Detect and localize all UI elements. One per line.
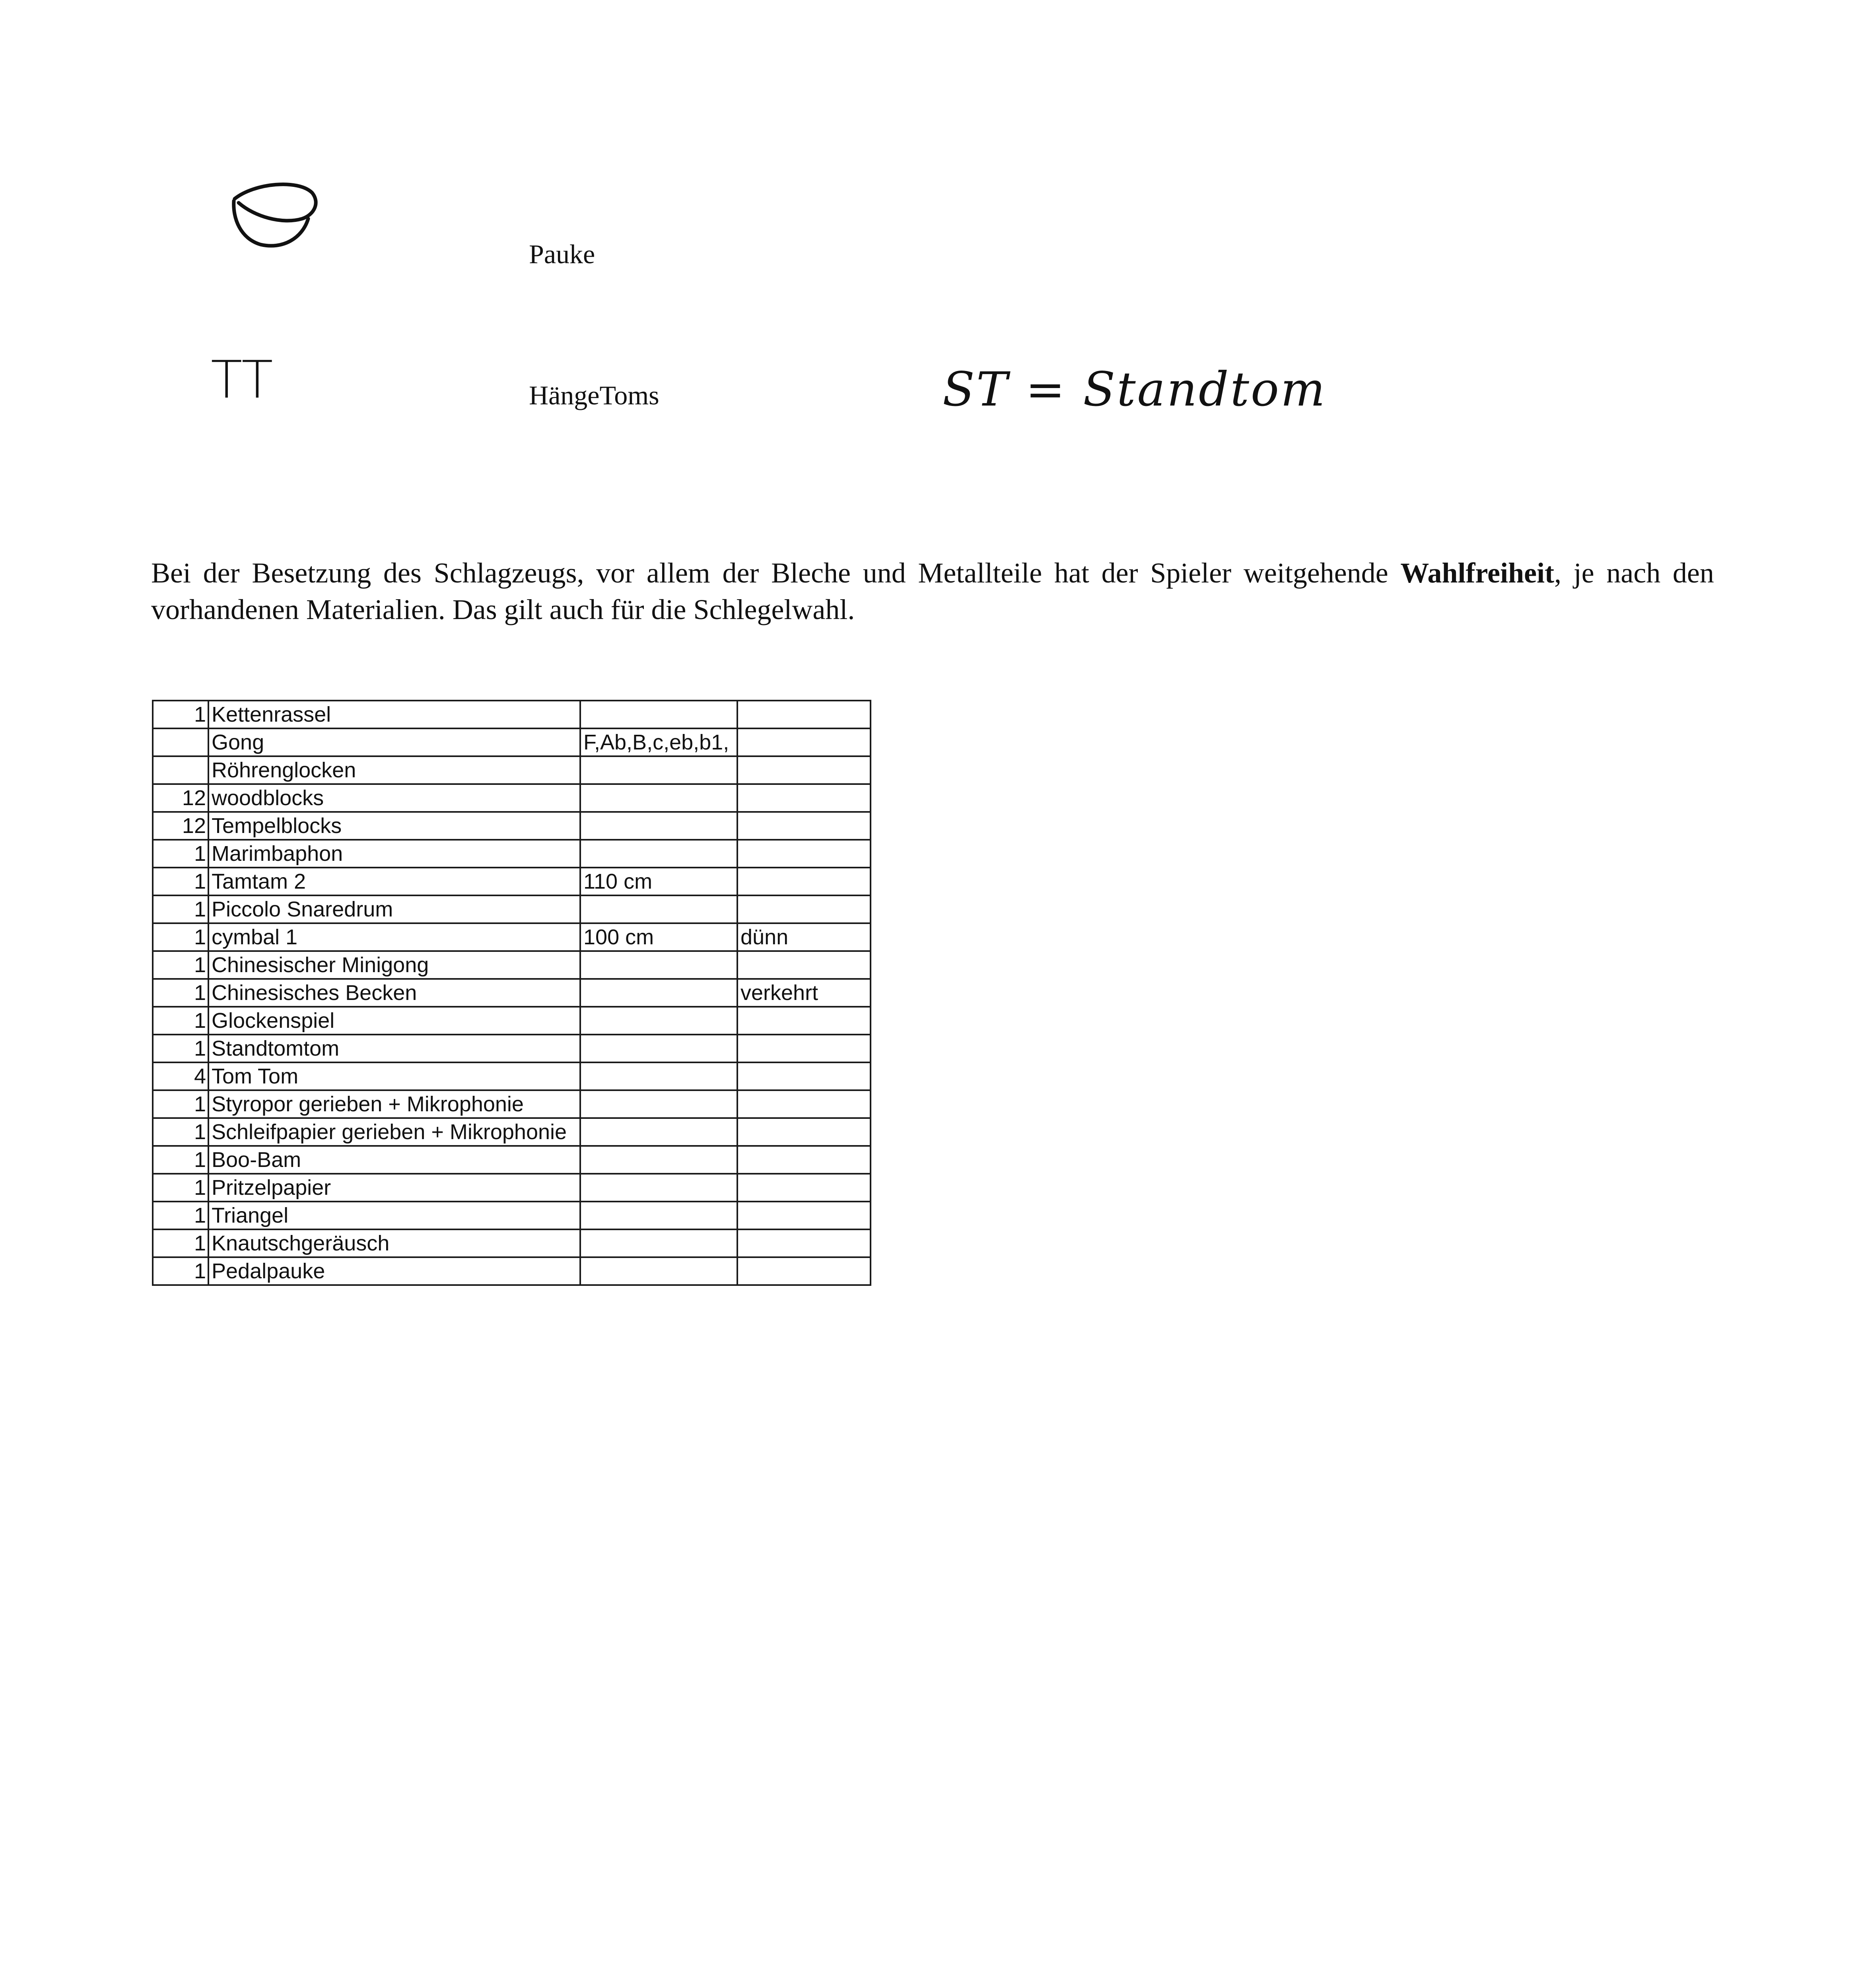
legend-label-haengetoms: HängeToms [529,380,659,410]
qty-cell: 1 [153,840,208,868]
note-cell [737,1118,871,1146]
spec-cell [580,1202,737,1229]
table-row [153,1062,871,1090]
qty-cell: 1 [153,1257,208,1285]
pauke-symbol-icon [223,175,326,254]
table-row [153,1007,871,1035]
note-cell [737,1090,871,1118]
name-cell: Chinesisches Becken [208,979,580,1007]
spec-cell [580,701,737,728]
note-cell [737,868,871,895]
qty-cell [153,728,208,756]
qty-cell: 1 [153,701,208,728]
note-cell [737,951,871,979]
spec-cell [580,979,737,1007]
paragraph-text-end: , je nach den vorhandenen Materialien. Das gilt auch für die Schlegelwahl. [151,557,1714,625]
table-row [153,1090,871,1118]
name-cell: Boo-Bam [208,1146,580,1174]
name-cell: cymbal 1 [208,923,580,951]
note-cell [737,1007,871,1035]
spec-cell [580,1174,737,1202]
qty-cell: 1 [153,1090,208,1118]
table-row [153,784,871,812]
table-row [153,868,871,895]
handwritten-note-standtom: ST = Standtom [943,362,1327,417]
name-cell: Knautschgeräusch [208,1229,580,1257]
spec-cell [580,812,737,840]
table-row [153,895,871,923]
spec-cell [580,756,737,784]
table-row [153,1229,871,1257]
paragraph-text-start: Bei der Besetzung des Schlagzeugs, vor allem der Bleche und Metallteile hat der Spieler weitgehende [151,557,1401,589]
note-cell [737,1035,871,1062]
spec-cell [580,1062,737,1090]
note-cell [737,701,871,728]
qty-cell: 12 [153,784,208,812]
name-cell: woodblocks [208,784,580,812]
spec-cell [580,1035,737,1062]
note-cell [737,1146,871,1174]
spec-cell: F,Ab,B,c,eb,b1, [580,728,737,756]
spec-cell [580,1118,737,1146]
note-cell [737,1174,871,1202]
table-row [153,1202,871,1229]
note-cell [737,1229,871,1257]
note-cell [737,784,871,812]
paragraph-bold-term: Wahlfreiheit [1400,557,1555,589]
note-cell [737,1202,871,1229]
instructions-paragraph [151,555,1714,628]
qty-cell: 1 [153,868,208,895]
table-row [153,1174,871,1202]
note-cell [737,895,871,923]
qty-cell: 1 [153,1146,208,1174]
instrument-table [152,700,871,1286]
table-row [153,701,871,728]
note-cell [737,840,871,868]
name-cell: Tamtam 2 [208,868,580,895]
spec-cell [580,784,737,812]
spec-cell [580,1146,737,1174]
legend-label-pauke: Pauke [529,239,595,269]
spec-cell [580,1007,737,1035]
table-row [153,1146,871,1174]
qty-cell: 1 [153,1202,208,1229]
name-cell: Chinesischer Minigong [208,951,580,979]
qty-cell: 1 [153,895,208,923]
note-cell [737,728,871,756]
table-row [153,1118,871,1146]
qty-cell: 1 [153,1229,208,1257]
name-cell: Gong [208,728,580,756]
name-cell: Glockenspiel [208,1007,580,1035]
qty-cell: 1 [153,1174,208,1202]
spec-cell: 100 cm [580,923,737,951]
name-cell: Tom Tom [208,1062,580,1090]
qty-cell: 1 [153,1118,208,1146]
name-cell: Kettenrassel [208,701,580,728]
spec-cell: 110 cm [580,868,737,895]
qty-cell [153,756,208,784]
name-cell: Triangel [208,1202,580,1229]
note-cell: dünn [737,923,871,951]
spec-cell [580,1229,737,1257]
qty-cell: 1 [153,1035,208,1062]
table-row [153,840,871,868]
name-cell: Tempelblocks [208,812,580,840]
name-cell: Marimbaphon [208,840,580,868]
note-cell [737,1257,871,1285]
spec-cell [580,951,737,979]
name-cell: Röhrenglocken [208,756,580,784]
note-cell [737,1062,871,1090]
spec-cell [580,895,737,923]
table-row [153,951,871,979]
name-cell: Schleifpapier gerieben + Mikrophonie [208,1118,580,1146]
note-cell [737,812,871,840]
table-row [153,1035,871,1062]
table-row [153,923,871,951]
qty-cell: 1 [153,923,208,951]
spec-cell [580,840,737,868]
table-row [153,812,871,840]
qty-cell: 1 [153,951,208,979]
table-row [153,979,871,1007]
qty-cell: 1 [153,979,208,1007]
qty-cell: 12 [153,812,208,840]
table-row [153,756,871,784]
note-cell [737,756,871,784]
spec-cell [580,1090,737,1118]
qty-cell: 4 [153,1062,208,1090]
name-cell: Pritzelpapier [208,1174,580,1202]
name-cell: Standtomtom [208,1035,580,1062]
haengetoms-symbol: TT [211,349,273,410]
spec-cell [580,1257,737,1285]
qty-cell: 1 [153,1007,208,1035]
name-cell: Piccolo Snaredrum [208,895,580,923]
name-cell: Styropor gerieben + Mikrophonie [208,1090,580,1118]
table-row [153,728,871,756]
table-row [153,1257,871,1285]
instrument-table-body [153,701,871,1285]
name-cell: Pedalpauke [208,1257,580,1285]
note-cell: verkehrt [737,979,871,1007]
